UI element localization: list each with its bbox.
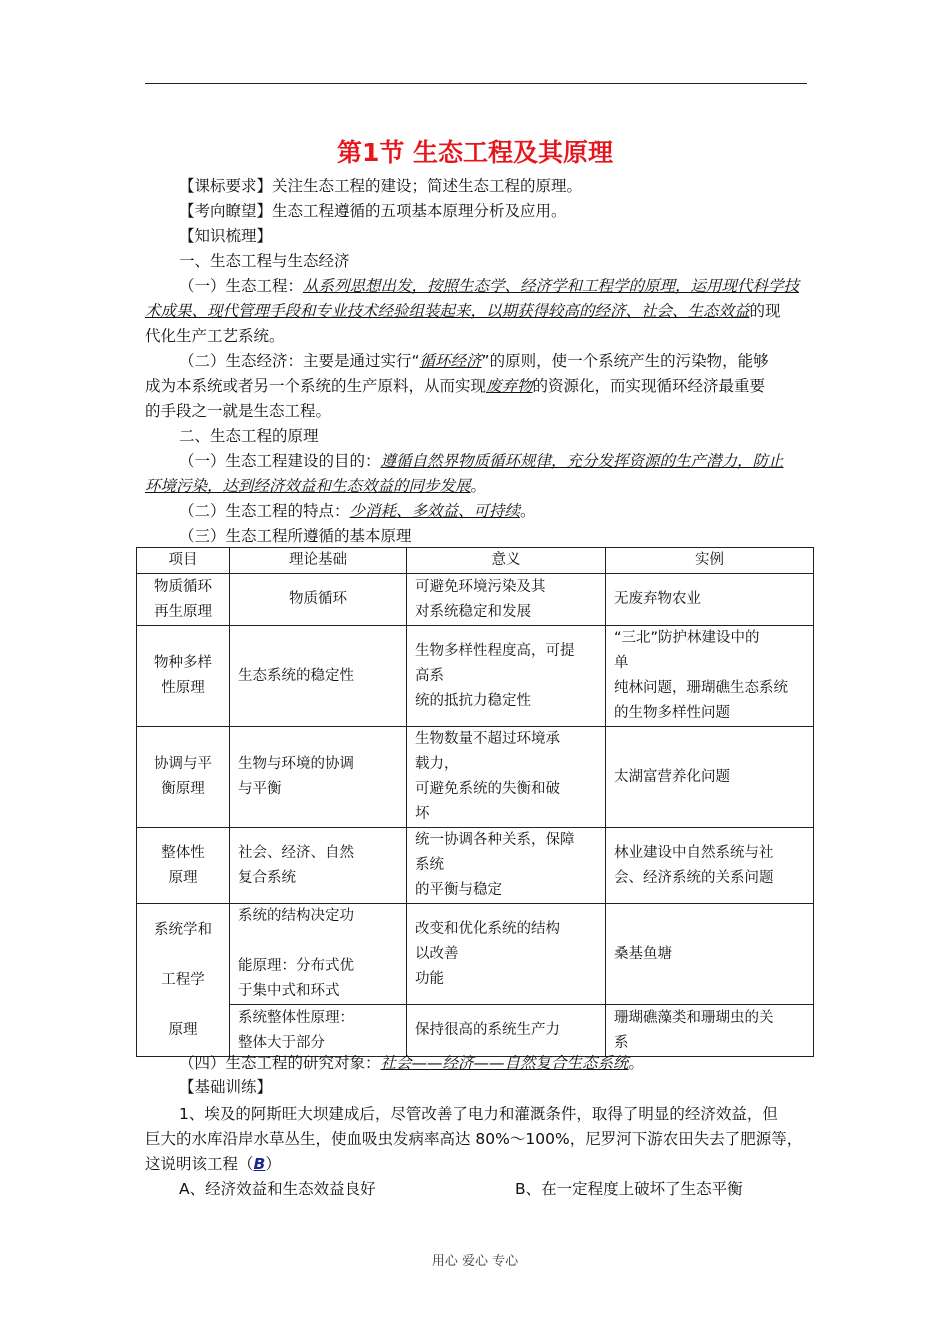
cell-line: 协调与平 (154, 756, 212, 772)
table-cell-basis (230, 626, 407, 727)
sec1-p2-line2-b: 的资源化，而实现循环经济最重要 (532, 377, 766, 395)
q1-line2: 巨大的水库沿岸水草丛生，使血吸虫发病率高达 80%～100%，尼罗河下游农田失去了肥源等， (145, 1130, 803, 1148)
cell-line: 系统的结构决定功 (238, 908, 354, 924)
sec2-p1-prefix: （一）生态工程建设的目的： (179, 452, 381, 470)
table-row (137, 828, 814, 904)
table-cell-example (606, 828, 814, 904)
q1-stem-close: ） (265, 1155, 281, 1173)
table-cell-example (606, 1005, 814, 1057)
sec2-p1-answer-1: 遵循自然界物质循环规律，充分发挥资源的生产潜力，防止 (380, 452, 784, 470)
cell-line: 物质循环 (289, 591, 347, 607)
kaoxiang-tag: 【考向瞭望】 (179, 202, 273, 220)
table-row (137, 574, 814, 626)
table-cell-example (606, 574, 814, 626)
cell-line: 生态系统的稳定性 (238, 667, 354, 684)
table-cell-example (606, 727, 814, 828)
table-header-cell: 实例 (606, 548, 814, 574)
table-cell-example (606, 904, 814, 1005)
q1-answer: B (253, 1155, 266, 1173)
q1-option-a: A、经济效益和生态效益良好 (179, 1180, 376, 1198)
cell-line: 系统学和 (154, 921, 212, 938)
sec2-p1-answer-2: 环境污染，达到经济效益和生态效益的同步发展 (145, 477, 471, 495)
cell-line: 系统整体性原理： (238, 1009, 354, 1026)
section-2-heading: 二、生态工程的原理 (179, 427, 319, 445)
sec2-p2-line (179, 499, 536, 523)
q1-stem-end: 这说明该工程（ (145, 1155, 254, 1173)
cell-line: 会、经济系统的关系问题 (614, 869, 774, 886)
cell-line: 太湖富营养化问题 (614, 768, 730, 785)
cell-line: 生物多样性程度高，可提 (415, 642, 575, 659)
table-row (137, 727, 814, 828)
sec1-p1-line1 (179, 274, 799, 298)
kaoxiang-line (179, 199, 567, 223)
cell-line: 统的抵抗力稳定性 (415, 692, 531, 709)
cell-line: 原理 (168, 869, 198, 886)
table-cell-meaning (407, 727, 606, 828)
sec1-p2-mid: ”的原则，使一个系统产生的污染物，能够 (481, 352, 769, 370)
page-footer: 用心 爱心 专心 (431, 1254, 519, 1269)
table-cell-basis (230, 727, 407, 828)
cell-line: 纯林问题，珊瑚礁生态系统 (614, 680, 788, 696)
sec1-p2-prefix: （二）生态经济：主要是通过实行“ (179, 352, 420, 370)
zhishi-heading: 【知识梳理】 (179, 227, 273, 245)
table-cell-meaning (407, 574, 606, 626)
sec1-p1-prefix: （一）生态工程： (179, 277, 304, 295)
table-header-cell: 理论基础 (230, 548, 407, 574)
table-cell-basis (230, 904, 407, 1005)
cell-line: 珊瑚礁藻类和珊瑚虫的关 (614, 1009, 774, 1026)
sec1-p2-line3: 的手段之一就是生态工程。 (145, 402, 332, 420)
table-row (137, 1005, 814, 1057)
cell-line: 改变和优化系统的结构 (415, 920, 560, 937)
cell-line: 复合系统 (238, 869, 296, 886)
table-cell-meaning (407, 626, 606, 727)
cell-line: 载力， (415, 756, 459, 772)
sec1-p2-answer-2: 废弃物 (486, 377, 533, 395)
cell-line: 系 (614, 1034, 629, 1051)
table-cell-item (137, 727, 230, 828)
kaoxiang-text: 生态工程遵循的五项基本原理分析及应用。 (272, 202, 567, 220)
cell-line: 桑基鱼塘 (614, 945, 672, 962)
table-cell-meaning (407, 828, 606, 904)
cell-line: 林业建设中自然系统与社 (614, 844, 774, 861)
table-cell-example (606, 626, 814, 727)
cell-line: 功能 (415, 970, 444, 987)
sec2-p4-answer: 社会——经济——自然复合生态系统 (380, 1054, 629, 1072)
sec1-p2-line1 (179, 349, 769, 373)
cell-line: 单 (614, 655, 629, 671)
cell-line: 生物数量不超过环境承 (415, 731, 560, 747)
table-header-cell: 意义 (407, 548, 606, 574)
table-row (137, 626, 814, 727)
sec1-p2-line2 (145, 374, 765, 398)
sec2-p3-line: （三）生态工程所遵循的基本原理 (179, 527, 412, 545)
sec2-p4-line (179, 1051, 644, 1075)
sec2-p4-prefix: （四）生态工程的研究对象： (179, 1054, 381, 1072)
table-header-row (137, 548, 814, 574)
sec1-p1-line2 (145, 299, 781, 323)
cell-line: 坏 (415, 806, 430, 822)
cell-line: 性原理 (161, 680, 205, 696)
q1-line1: 1、埃及的阿斯旺大坝建成后，尽管改善了电力和灌溉条件，取得了明显的经济效益，但 (179, 1105, 778, 1123)
table-cell-item (137, 828, 230, 904)
cell-line: 可避免系统的失衡和破 (415, 781, 560, 797)
cell-line: 可避免环境污染及其 (415, 578, 546, 595)
table-cell-meaning (407, 1005, 606, 1057)
table-cell-basis (230, 828, 407, 904)
cell-line: 物质循环 (154, 578, 212, 595)
cell-line: 整体性 (161, 844, 205, 861)
cell-line: 系统 (415, 857, 444, 873)
cell-line: 保持很高的系统生产力 (415, 1022, 560, 1038)
kebiao-line (179, 174, 582, 198)
table-header-cell: 项目 (137, 548, 230, 574)
sec2-p1-line1 (179, 449, 784, 473)
kebiao-text: 关注生态工程的建设；简述生态工程的原理。 (272, 177, 583, 195)
cell-line: 的生物多样性问题 (614, 705, 730, 721)
q1-option-b: B、在一定程度上破坏了生态平衡 (515, 1180, 743, 1198)
cell-line: 对系统稳定和发展 (415, 603, 531, 620)
cell-line: 社会、经济、自然 (238, 844, 354, 861)
cell-line: “三北”防护林建设中的 (614, 630, 760, 646)
kebiao-tag: 【课标要求】 (179, 177, 273, 195)
cell-line: 以改善 (415, 945, 459, 962)
table-cell-item (137, 626, 230, 727)
cell-line: 的平衡与稳定 (415, 882, 502, 898)
sec1-p2-answer-1: 循环经济 (419, 352, 482, 370)
cell-line: 高系 (415, 667, 444, 684)
sec2-p1-line2 (145, 474, 486, 498)
sec2-p2-tail: 。 (520, 502, 536, 520)
sec1-p1-answer-1: 从系列思想出发，按照生态学、经济学和工程学的原理，运用现代科学技 (303, 277, 800, 295)
sec2-p2-answer: 少消耗、多效益、可持续 (349, 502, 521, 520)
sec2-p4-tail: 。 (628, 1054, 645, 1072)
cell-line: 生物与环境的协调 (238, 756, 354, 772)
cell-line: 衡原理 (161, 781, 205, 797)
cell-line: 于集中式和环式 (238, 983, 340, 999)
cell-line: 能原理：分布式优 (238, 958, 354, 974)
cell-line: 无废弃物农业 (614, 591, 701, 607)
cell-line: 统一协调各种关系，保障 (415, 832, 575, 848)
cell-line: 再生原理 (154, 603, 212, 620)
sec1-p1-tail: 的现 (749, 302, 781, 320)
sec1-p1-answer-2: 术成果、现代管理手段和专业技术经验组装起来，以期获得较高的经济、社会、生态效益 (145, 302, 750, 320)
cell-line: 与平衡 (238, 781, 282, 797)
section-1-heading: 一、生态工程与生态经济 (179, 252, 350, 270)
sec2-p2-prefix: （二）生态工程的特点： (179, 502, 350, 520)
q1-line3 (145, 1152, 281, 1176)
table-cell-basis (230, 1005, 407, 1057)
table-cell-basis (230, 574, 407, 626)
cell-line: 原理 (168, 1021, 198, 1038)
cell-line: 物种多样 (154, 655, 212, 671)
sec2-p1-tail: 。 (470, 477, 487, 495)
table-cell-item (137, 574, 230, 626)
table-cell-meaning (407, 904, 606, 1005)
table-row (137, 904, 814, 1005)
cell-line: 整体大于部分 (238, 1034, 325, 1051)
sec1-p2-line2-a: 成为本系统或者另一个系统的生产原料，从而实现 (145, 377, 487, 395)
header-rule (145, 83, 807, 84)
sec1-p1-line3: 代化生产工艺系统。 (145, 327, 285, 345)
table-cell-item (137, 904, 230, 1057)
page-title: 第1节 生态工程及其原理 (336, 138, 614, 167)
jichu-heading: 【基础训练】 (179, 1078, 273, 1096)
cell-line: 工程学 (161, 971, 205, 988)
principles-table (136, 547, 814, 1057)
